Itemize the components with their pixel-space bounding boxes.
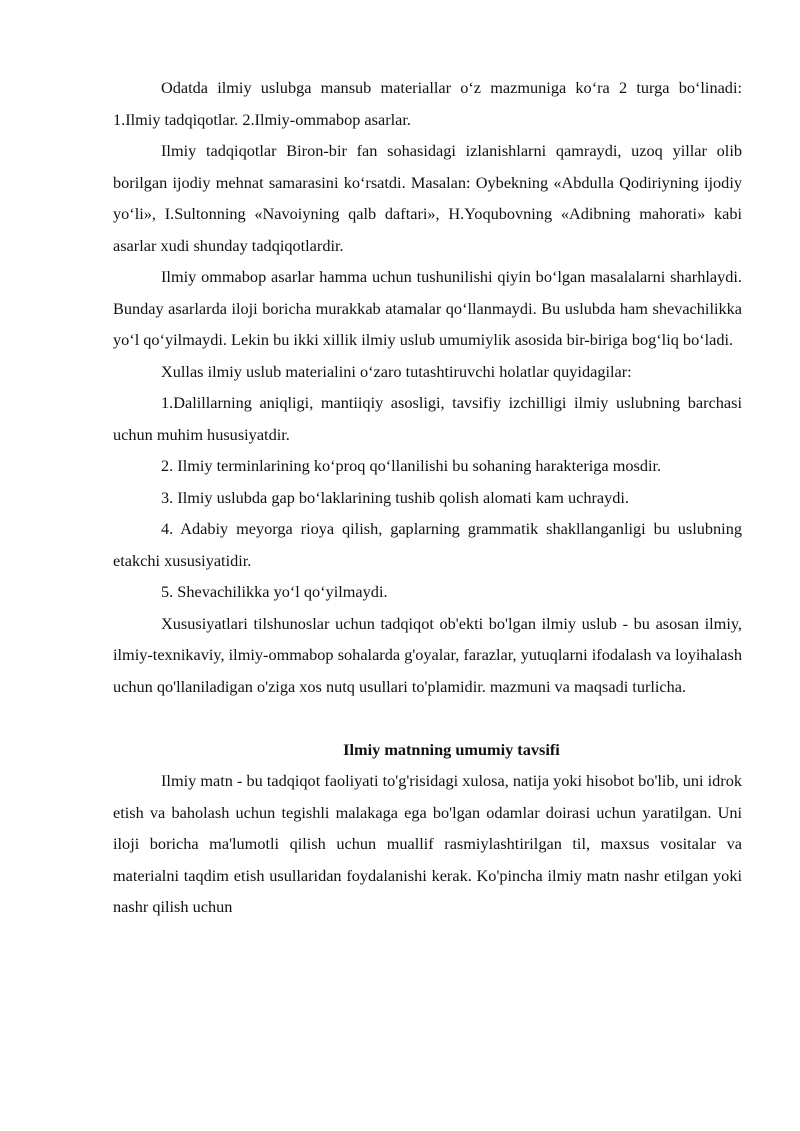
paragraph: Xususiyatlari tilshunoslar uchun tadqiqot ob'ekti bo'lgan ilmiy uslub - bu asosan ilmiy, ilmiy-texnikaviy, ilmiy-ommabop sohalarda g'oyalar, farazlar, yutuqlarni ifodalash va loyihalash uchun qo'llaniladigan o'ziga xos nutq usullari to'plamidir. mazmuni va maqsadi turlicha. <box>113 613 742 696</box>
paragraph: Ilmiy ommabop asarlar hamma uchun tushunilishi qiyin bo‘lgan masalalarni sharhlaydi. Bunday asarlarda iloji boricha murakkab atamalar qo‘llanmaydi. Bu uslubda ham shevachilikka yo‘l qo‘yilmaydi. Lekin bu ikki xillik ilmiy uslub umumiylik asosida bir-biriga bog‘liq bo‘ladi. <box>113 267 742 349</box>
paragraph: Ilmiy tadqiqotlar Biron-bir fan sohasidagi izlanishlarni qamraydi, uzoq yillar olib borilgan ijodiy mehnat samarasini ko‘rsatdi. Masalan: Oybekning «Abdulla Qodiriyning ijodiy yo‘li», I.Sultonning «Navoiyning qalb daftari», H.Yoqubovning «Adibning mahorati» kabi asarlar xudi shunday tadqiqotlardir. <box>113 141 742 255</box>
list-item: 4. Adabiy meyorga rioya qilish, gaplarning grammatik shakllanganligi bu uslubning etakchi xususiyatidir. <box>113 519 742 570</box>
list-item: 2. Ilmiy terminlarining ko‘proq qo‘llanilishi bu sohaning harakteriga mosdir. <box>161 456 662 475</box>
paragraph: Odatda ilmiy uslubga mansub materiallar o‘z mazmuniga ko‘ra 2 turga bo‘linadi: 1.Ilmiy tadqiqotlar. 2.Ilmiy-ommabop asarlar. <box>113 78 742 129</box>
paragraph: Xullas ilmiy uslub materialini o‘zaro tutashtiruvchi holatlar quyidagilar: <box>161 361 632 381</box>
list-item: 1.Dalillarning aniqligi, mantiiqiy asosligi, tavsifiy izchilligi ilmiy uslubning barchasi uchun muhim hususiyatdir. <box>113 393 742 444</box>
paragraph: Ilmiy matn - bu tadqiqot faoliyati to'g'risidagi xulosa, natija yoki hisobot bo'lib, uni idrok etish va baholash uchun tegishli malakaga ega bo'lgan odamlar doirasi uchun yaratilgan. Uni iloji boricha ma'lumotli qilish uchun muallif rasmiylashtirilgan til, maxsus vositalar va materialni taqdim etish usullaridan foydalanishi kerak. Ko'pincha ilmiy matn nashr etilgan yoki nashr qilish uchun <box>113 771 742 916</box>
document-body <box>113 72 742 923</box>
section-heading: Ilmiy matnning umumiy tavsifi <box>343 739 560 759</box>
blank-line <box>113 702 742 734</box>
list-item: 5. Shevachilikka yo‘l qo‘yilmaydi. <box>161 582 388 601</box>
list-item: 3. Ilmiy uslubda gap bo‘laklarining tushib qolish alomati kam uchraydi. <box>161 487 630 507</box>
